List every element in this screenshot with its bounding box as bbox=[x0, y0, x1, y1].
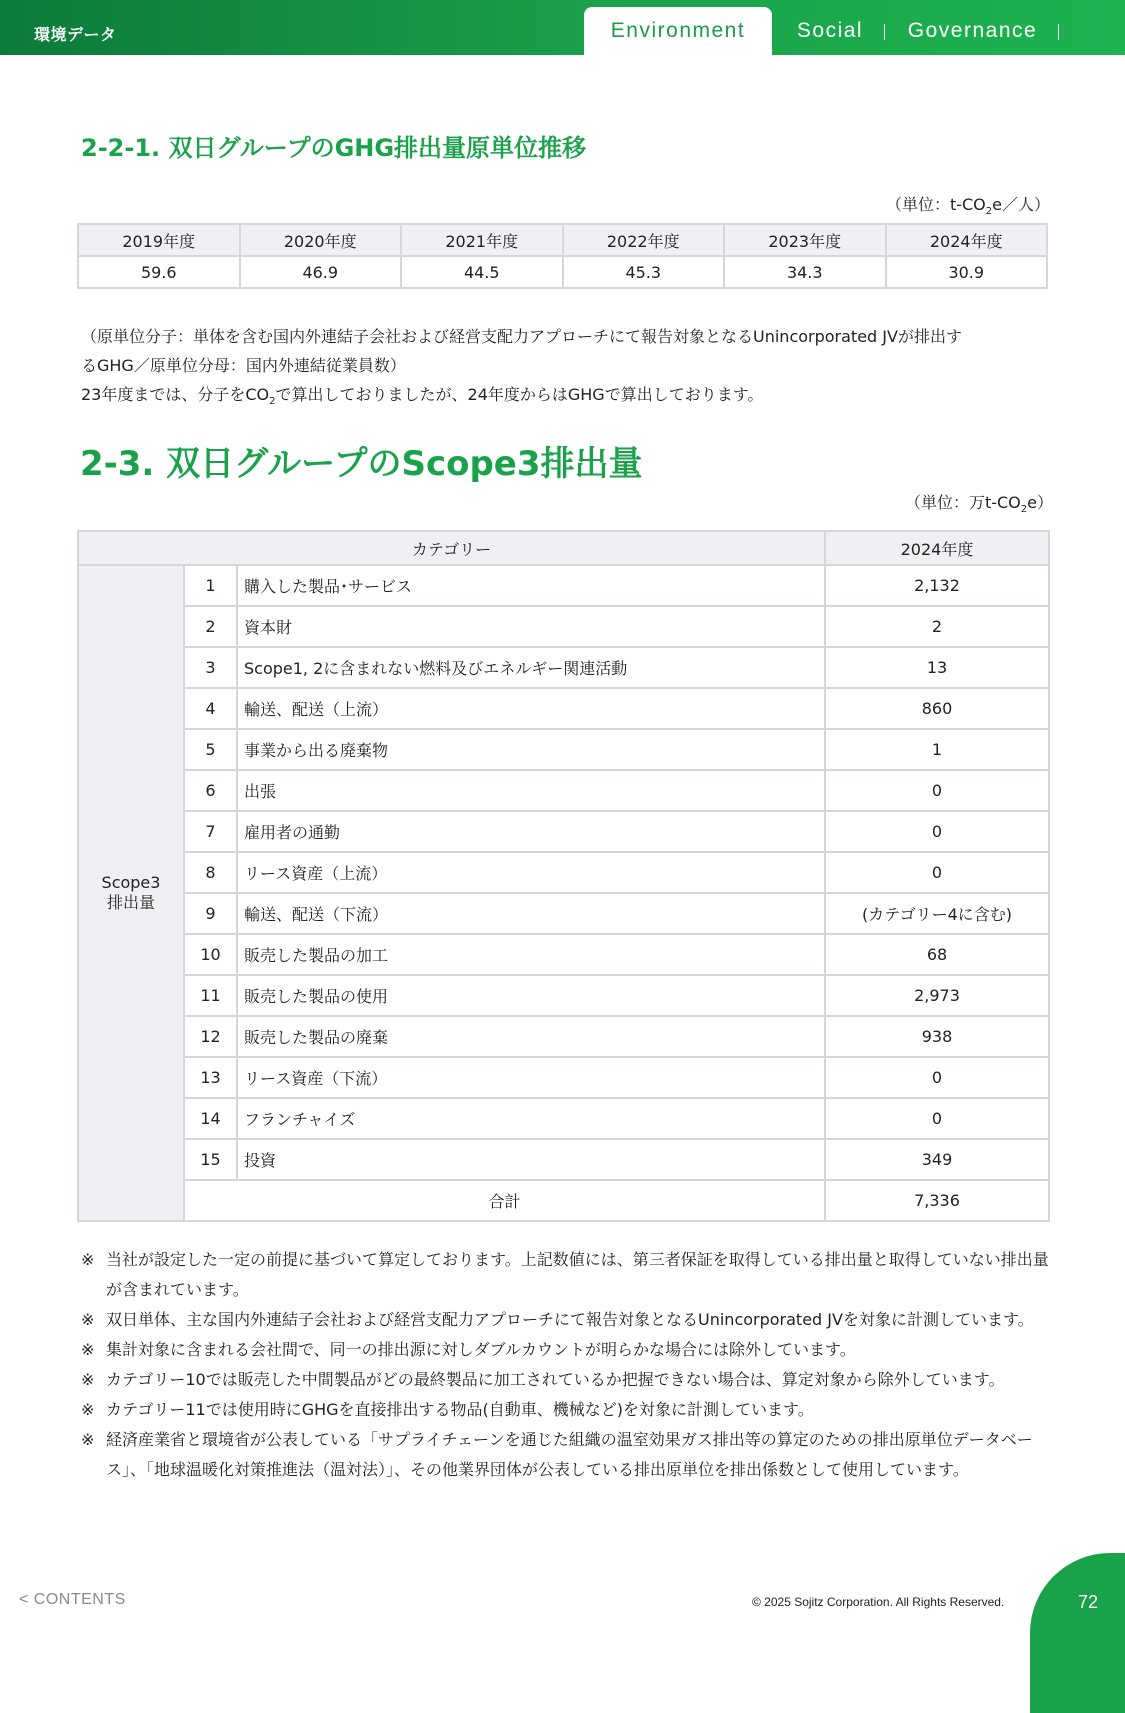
total-value: 7,336 bbox=[825, 1180, 1049, 1221]
table-row bbox=[78, 852, 1049, 893]
table-row bbox=[78, 606, 1049, 647]
intensity-value-row bbox=[78, 256, 1047, 288]
table-row bbox=[78, 1057, 1049, 1098]
intensity-value-cell: 59.6 bbox=[78, 256, 240, 288]
category-number: 4 bbox=[184, 688, 237, 729]
category-name: 雇用者の通勤 bbox=[237, 811, 825, 852]
footnote-item bbox=[81, 1365, 1051, 1395]
category-name: Scope1, 2に含まれない燃料及びエネルギー関連活動 bbox=[237, 647, 825, 688]
intensity-value-cell: 30.9 bbox=[886, 256, 1048, 288]
footnote-text: 双日単体、主な国内外連結子会社および経営支配力アプローチにて報告対象となるUnincorporated JVを対象に計測しています。 bbox=[106, 1310, 1034, 1329]
scope3-header-row bbox=[78, 531, 1049, 565]
category-number: 5 bbox=[184, 729, 237, 770]
category-number: 11 bbox=[184, 975, 237, 1016]
footnote-mark: ※ bbox=[81, 1400, 95, 1419]
category-name: 出張 bbox=[237, 770, 825, 811]
category-value: 938 bbox=[825, 1016, 1049, 1057]
tab-social[interactable]: Social bbox=[796, 19, 864, 42]
category-name: フランチャイズ bbox=[237, 1098, 825, 1139]
table-row bbox=[78, 975, 1049, 1016]
header-title: 環境データ bbox=[34, 25, 117, 44]
tab-divider bbox=[884, 24, 885, 40]
footnote-text: 経済産業省と環境省が公表している「サプライチェーンを通じた組織の温室効果ガス排出等の算定のための排出原単位データベース」、「地球温暖化対策推進法（温対法）」、その他業界団体が公表している排出原単位を排出係数として使用しています。 bbox=[106, 1430, 1033, 1479]
footnote-text: カテゴリー11では使用時にGHGを直接排出する物品(自動車、機械など)を対象に計測しています。 bbox=[106, 1400, 814, 1419]
footnote-mark: ※ bbox=[81, 1430, 95, 1449]
category-value: 349 bbox=[825, 1139, 1049, 1180]
category-number: 7 bbox=[184, 811, 237, 852]
copyright-text: © 2025 Sojitz Corporation. All Rights Reserved. bbox=[752, 1595, 1005, 1609]
category-name: 資本財 bbox=[237, 606, 825, 647]
footnote-mark: ※ bbox=[81, 1340, 95, 1359]
category-value: 68 bbox=[825, 934, 1049, 975]
category-number: 3 bbox=[184, 647, 237, 688]
footnote-text: カテゴリー10では販売した中間製品がどの最終製品に加工されているか把握できない場合は、算定対象から除外しています。 bbox=[106, 1370, 1005, 1389]
footnote-item bbox=[81, 1425, 1051, 1485]
footnote-item bbox=[81, 1395, 1051, 1425]
table-row bbox=[78, 729, 1049, 770]
category-name: 販売した製品の加工 bbox=[237, 934, 825, 975]
intensity-note-line: 23年度までは、分子を$CO_2$で算出しておりましたが、24年度からはGHGで算出しております。 bbox=[81, 385, 764, 408]
category-name: 事業から出る廃棄物 bbox=[237, 729, 825, 770]
table-row bbox=[78, 688, 1049, 729]
footnotes bbox=[81, 1245, 1051, 1485]
category-value: 0 bbox=[825, 770, 1049, 811]
table-row bbox=[78, 811, 1049, 852]
category-number: 8 bbox=[184, 852, 237, 893]
tab-divider bbox=[1058, 24, 1059, 40]
category-value: 2 bbox=[825, 606, 1049, 647]
category-number: 13 bbox=[184, 1057, 237, 1098]
scope3-group-label-line: Scope3 bbox=[101, 873, 161, 892]
category-value: (カテゴリー4に含む) bbox=[825, 893, 1049, 934]
category-value: 1 bbox=[825, 729, 1049, 770]
intensity-value-cell: 45.3 bbox=[563, 256, 725, 288]
table-row bbox=[78, 647, 1049, 688]
page-number: 72 bbox=[1078, 1592, 1099, 1612]
table-row bbox=[78, 1098, 1049, 1139]
category-name: 輸送、配送（下流） bbox=[237, 893, 825, 934]
footnote-mark: ※ bbox=[81, 1250, 95, 1269]
table-row bbox=[78, 770, 1049, 811]
scope3-table bbox=[77, 530, 1050, 1222]
category-name: 輸送、配送（上流） bbox=[237, 688, 825, 729]
total-label: 合計 bbox=[184, 1180, 825, 1221]
category-value: 2,132 bbox=[825, 565, 1049, 606]
total-row bbox=[78, 1180, 1049, 1221]
intensity-unit-label: （単位：$t-CO_2e/$人） bbox=[885, 195, 1050, 218]
intensity-section-title: 2-2-1. 双日グループのGHG排出量原単位推移 bbox=[81, 134, 587, 162]
category-number: 14 bbox=[184, 1098, 237, 1139]
category-number: 2 bbox=[184, 606, 237, 647]
category-value: 13 bbox=[825, 647, 1049, 688]
category-number: 9 bbox=[184, 893, 237, 934]
table-row bbox=[78, 565, 1049, 606]
intensity-header-row bbox=[78, 224, 1047, 256]
scope3-group-label-line: 排出量 bbox=[106, 893, 155, 912]
table-row bbox=[78, 934, 1049, 975]
category-value: 0 bbox=[825, 852, 1049, 893]
table-row bbox=[78, 1139, 1049, 1180]
category-value: 0 bbox=[825, 1098, 1049, 1139]
category-value: 860 bbox=[825, 688, 1049, 729]
category-name: リース資産（下流） bbox=[237, 1057, 825, 1098]
year-header-cell: 2021年度 bbox=[401, 224, 563, 256]
intensity-note-line: るGHG／原単位分母：国内外連結従業員数） bbox=[81, 356, 406, 375]
page-number-tab bbox=[1030, 1553, 1125, 1713]
intensity-value-cell: 44.5 bbox=[401, 256, 563, 288]
year-header-cell: 2020年度 bbox=[240, 224, 402, 256]
category-name: 販売した製品の廃棄 bbox=[237, 1016, 825, 1057]
year-header-cell: 2024年度 bbox=[886, 224, 1048, 256]
table-row bbox=[78, 1016, 1049, 1057]
scope3-section-title: 2-3. 双日グループのScope3排出量 bbox=[80, 444, 643, 484]
footnote-item bbox=[81, 1245, 1051, 1305]
footnote-item bbox=[81, 1305, 1051, 1335]
category-number: 1 bbox=[184, 565, 237, 606]
table-row bbox=[78, 893, 1049, 934]
intensity-note bbox=[81, 322, 1051, 416]
scope3-group-label bbox=[78, 565, 184, 1221]
contents-link[interactable]: < CONTENTS bbox=[19, 1591, 126, 1608]
top-header-bar bbox=[0, 0, 1125, 55]
intensity-table bbox=[77, 223, 1048, 289]
category-number: 10 bbox=[184, 934, 237, 975]
year-header-cell: 2023年度 bbox=[724, 224, 886, 256]
category-number: 15 bbox=[184, 1139, 237, 1180]
tab-governance[interactable]: Governance bbox=[907, 19, 1038, 42]
category-name: 購入した製品･サービス bbox=[237, 565, 825, 606]
category-name: リース資産（上流） bbox=[237, 852, 825, 893]
category-value: 0 bbox=[825, 1057, 1049, 1098]
category-number: 12 bbox=[184, 1016, 237, 1057]
intensity-value-cell: 46.9 bbox=[240, 256, 402, 288]
category-number: 6 bbox=[184, 770, 237, 811]
year-header-cell: 2019年度 bbox=[78, 224, 240, 256]
footnote-item bbox=[81, 1335, 1051, 1365]
footnote-text: 当社が設定した一定の前提に基づいて算定しております。上記数値には、第三者保証を取得している排出量と取得していない排出量が含まれています。 bbox=[106, 1250, 1049, 1299]
intensity-note-line: （原単位分子：単体を含む国内外連結子会社および経営支配力アプローチにて報告対象となるUnincorporated JVが排出す bbox=[81, 327, 962, 346]
category-value: 2,973 bbox=[825, 975, 1049, 1016]
intensity-value-cell: 34.3 bbox=[724, 256, 886, 288]
footnote-mark: ※ bbox=[81, 1370, 95, 1389]
category-header: カテゴリー bbox=[78, 531, 825, 565]
footnote-mark: ※ bbox=[81, 1310, 95, 1329]
category-name: 販売した製品の使用 bbox=[237, 975, 825, 1016]
scope3-unit-label: （単位：万$t-CO_2e$） bbox=[904, 493, 1053, 516]
footnote-text: 集計対象に含まれる会社間で、同一の排出源に対しダブルカウントが明らかな場合には除外しています。 bbox=[106, 1340, 856, 1359]
category-name: 投資 bbox=[237, 1139, 825, 1180]
year-header-cell: 2022年度 bbox=[563, 224, 725, 256]
tab-environment[interactable]: Environment bbox=[584, 7, 772, 55]
category-value: 0 bbox=[825, 811, 1049, 852]
year-header: 2024年度 bbox=[825, 531, 1049, 565]
